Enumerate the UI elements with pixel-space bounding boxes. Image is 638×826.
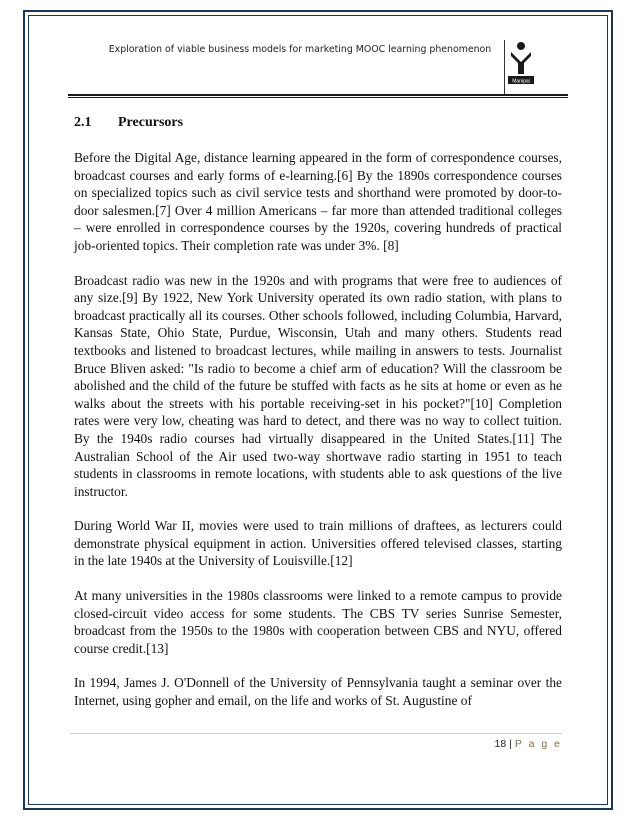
paragraph: In 1994, James J. O'Donnell of the University of Pennsylvania taught a seminar over the Internet, using gopher and email, on the life and works of St. Augustine of bbox=[74, 675, 562, 709]
paragraph: At many universities in the 1980s classrooms were linked to a remote campus to provide closed-circuit video access for some students. The CBS TV series Sunrise Semester, broadcast from the 1950s to the 1980s with cooperation between CBS and NYU, offered course credit.[13] bbox=[74, 588, 562, 656]
header-divider bbox=[504, 40, 505, 96]
footer-separator: | bbox=[509, 738, 512, 750]
page-label: P a g e bbox=[514, 738, 562, 750]
paragraph: During World War II, movies were used to train millions of draftees, as lecturers could demonstrate physical equipment in action. Universities offered televised classes, starting in the late 1940s at the University of Louisville.[12] bbox=[74, 518, 562, 569]
paragraph: Before the Digital Age, distance learning appeared in the form of correspondence courses, broadcast courses and early forms of e-learning.[6] By the 1890s correspondence courses on specialized topics such as civil service tests and shorthand were promoted by door-to-door salesmen.[7] Over 4 million Americans – far more than attended traditional colleges – were enrolled in correspondence courses by the 1920s, covering hundreds of practical job-oriented topics. Their completion rate was under 3%. [8] bbox=[74, 150, 562, 253]
page-footer bbox=[494, 738, 562, 750]
section-title: Precursors bbox=[118, 115, 184, 130]
page-content bbox=[74, 115, 562, 727]
page-number: 18 bbox=[494, 738, 507, 750]
logo-text: Manipal bbox=[512, 78, 530, 85]
section-number: 2.1 bbox=[74, 115, 92, 130]
running-header: Exploration of viable business models for marketing MOOC learning phenomenon bbox=[108, 44, 492, 55]
manipal-logo-icon bbox=[506, 40, 536, 86]
header-rule bbox=[68, 94, 568, 98]
footer-rule bbox=[70, 733, 562, 734]
section-heading bbox=[74, 115, 562, 131]
paragraph: Broadcast radio was new in the 1920s and with programs that were free to audiences of any size.[9] By 1922, New York University operated its own radio station, with plans to broadcast practically all its courses. Other schools followed, including Columbia, Harvard, Kansas State, Ohio State, Purdue, Wisconsin, Utah and many others. Students read textbooks and listened to broadcast lectures, while mailing in answers to tests. Journalist Bruce Bliven asked: "Is radio to become a chief arm of education? Will the classroom be abolished and the child of the future be stuffed with facts as he sits at home or even as he walks about the streets with his portable receiving-set in his pocket?"[10] Completion rates were very low, cheating was hard to detect, and there was no way to collect tuition. By the 1940s radio courses had virtually disappeared in the United States.[11] The Australian School of the Air used two-way shortwave radio starting in 1951 to teach students in classrooms in remote locations, with students able to ask questions of the live instructor. bbox=[74, 272, 562, 499]
